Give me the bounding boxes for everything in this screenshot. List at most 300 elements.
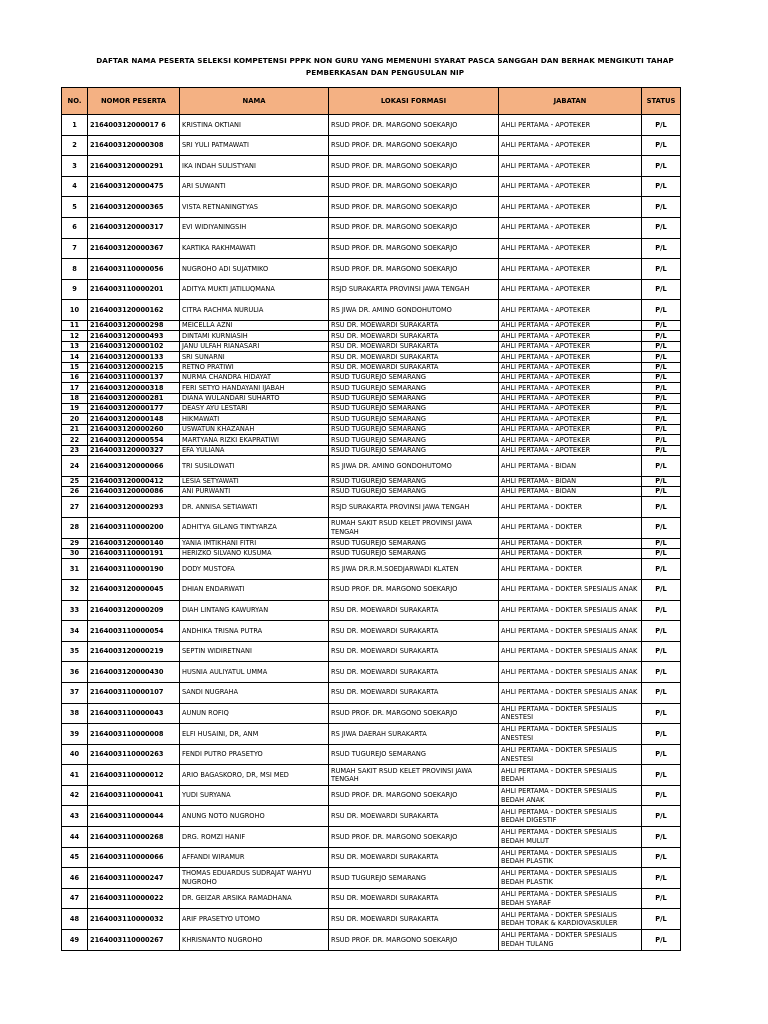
cell-jabatan: AHLI PERTAMA - DOKTER SPESIALIS ANESTESI (499, 724, 642, 745)
table-row (62, 930, 681, 951)
cell-jabatan: AHLI PERTAMA - DOKTER SPESIALIS ANAK (499, 682, 642, 703)
table-row (62, 372, 681, 382)
cell-lokasi-formasi: RSUD PROF. DR. MARGONO SOEKARJO (329, 217, 499, 238)
table-row (62, 600, 681, 621)
table-row (62, 517, 681, 538)
cell-no: 37 (62, 682, 88, 703)
table-header-row (62, 88, 681, 115)
cell-nama: AFFANDI WIRAMUR (180, 847, 329, 868)
cell-nama: DINTAMI KURNIASIH (180, 331, 329, 341)
cell-nama: LESIA SETYAWATI (180, 476, 329, 486)
cell-lokasi-formasi: RS JIWA DR. AMINO GONDOHUTOMO (329, 456, 499, 477)
cell-nama: KARTIKA RAKHMAWATI (180, 238, 329, 259)
table-row (62, 847, 681, 868)
cell-lokasi-formasi: RSU DR. MOEWARDI SURAKARTA (329, 341, 499, 351)
cell-jabatan: AHLI PERTAMA - DOKTER (499, 559, 642, 580)
cell-status: P/L (642, 352, 681, 362)
cell-status: P/L (642, 176, 681, 197)
cell-status: P/L (642, 827, 681, 848)
cell-status: P/L (642, 888, 681, 909)
table-row (62, 548, 681, 558)
table-row (62, 662, 681, 683)
cell-jabatan: AHLI PERTAMA - DOKTER SPESIALIS BEDAH (499, 765, 642, 786)
table-row (62, 641, 681, 662)
document-title (60, 55, 710, 79)
cell-lokasi-formasi: RS JIWA DAERAH SURAKARTA (329, 724, 499, 745)
cell-jabatan: AHLI PERTAMA - APOTEKER (499, 372, 642, 382)
cell-nama: HIKMAWATI (180, 414, 329, 424)
cell-nomor-peserta: 2164003110000190 (88, 559, 180, 580)
cell-status: P/L (642, 435, 681, 445)
cell-no: 32 (62, 579, 88, 600)
cell-nama: DRG. ROMZI HANIF (180, 827, 329, 848)
table-row (62, 487, 681, 497)
table-row (62, 682, 681, 703)
cell-jabatan: AHLI PERTAMA - APOTEKER (499, 197, 642, 218)
cell-jabatan: AHLI PERTAMA - APOTEKER (499, 217, 642, 238)
cell-no: 6 (62, 217, 88, 238)
cell-status: P/L (642, 362, 681, 372)
cell-lokasi-formasi: RSU DR. MOEWARDI SURAKARTA (329, 621, 499, 642)
cell-jabatan: AHLI PERTAMA - BIDAN (499, 487, 642, 497)
cell-jabatan: AHLI PERTAMA - APOTEKER (499, 404, 642, 414)
table-row (62, 300, 681, 321)
cell-lokasi-formasi: RSU DR. MOEWARDI SURAKARTA (329, 641, 499, 662)
table-row (62, 579, 681, 600)
cell-lokasi-formasi: RSU DR. MOEWARDI SURAKARTA (329, 682, 499, 703)
table-row (62, 197, 681, 218)
cell-status: P/L (642, 393, 681, 403)
cell-status: P/L (642, 724, 681, 745)
cell-no: 46 (62, 868, 88, 889)
cell-nama: ANUNG NOTO NUGROHO (180, 806, 329, 827)
cell-jabatan: AHLI PERTAMA - DOKTER (499, 548, 642, 558)
cell-nomor-peserta: 2164003120000318 (88, 383, 180, 393)
cell-nama: THOMAS EDUARDUS SUDRAJAT WAHYU NUGROHO (180, 868, 329, 889)
cell-no: 42 (62, 785, 88, 806)
cell-nama: USWATUN KHAZANAH (180, 424, 329, 434)
cell-nama: SRI YULI PATMAWATI (180, 135, 329, 156)
cell-jabatan: AHLI PERTAMA - APOTEKER (499, 300, 642, 321)
cell-nama: DR. ANNISA SETIAWATI (180, 497, 329, 518)
cell-status: P/L (642, 847, 681, 868)
cell-lokasi-formasi: RSUD TUGUREJO SEMARANG (329, 383, 499, 393)
cell-status: P/L (642, 703, 681, 724)
cell-nomor-peserta: 2164003110000267 (88, 930, 180, 951)
cell-no: 24 (62, 456, 88, 477)
cell-lokasi-formasi: RSUD TUGUREJO SEMARANG (329, 487, 499, 497)
table-row (62, 156, 681, 177)
cell-status: P/L (642, 238, 681, 259)
table-row (62, 404, 681, 414)
cell-nomor-peserta: 2164003110000022 (88, 888, 180, 909)
cell-jabatan: AHLI PERTAMA - APOTEKER (499, 383, 642, 393)
cell-status: P/L (642, 641, 681, 662)
table-row (62, 424, 681, 434)
table-row (62, 497, 681, 518)
cell-nama: ARI SUWANTI (180, 176, 329, 197)
cell-jabatan: AHLI PERTAMA - APOTEKER (499, 259, 642, 280)
cell-no: 47 (62, 888, 88, 909)
cell-status: P/L (642, 404, 681, 414)
cell-nomor-peserta: 2164003120000162 (88, 300, 180, 321)
cell-no: 43 (62, 806, 88, 827)
cell-no: 2 (62, 135, 88, 156)
cell-no: 23 (62, 445, 88, 455)
cell-jabatan: AHLI PERTAMA - APOTEKER (499, 176, 642, 197)
table-row (62, 909, 681, 930)
cell-jabatan: AHLI PERTAMA - APOTEKER (499, 320, 642, 330)
cell-nama: ELFI HUSAINI, DR, ANM (180, 724, 329, 745)
cell-no: 22 (62, 435, 88, 445)
cell-nama: DODY MUSTOFA (180, 559, 329, 580)
cell-jabatan: AHLI PERTAMA - DOKTER SPESIALIS ANESTESI (499, 703, 642, 724)
cell-lokasi-formasi: RSU DR. MOEWARDI SURAKARTA (329, 362, 499, 372)
cell-no: 21 (62, 424, 88, 434)
cell-no: 14 (62, 352, 88, 362)
cell-nama: DIAH LINTANG KAWURYAN (180, 600, 329, 621)
cell-lokasi-formasi: RSU DR. MOEWARDI SURAKARTA (329, 352, 499, 362)
cell-status: P/L (642, 579, 681, 600)
cell-nomor-peserta: 2164003120000215 (88, 362, 180, 372)
cell-jabatan: AHLI PERTAMA - DOKTER (499, 538, 642, 548)
cell-lokasi-formasi: RSUD PROF. DR. MARGONO SOEKARJO (329, 115, 499, 136)
cell-nomor-peserta: 2164003110000056 (88, 259, 180, 280)
cell-status: P/L (642, 517, 681, 538)
cell-jabatan: AHLI PERTAMA - DOKTER SPESIALIS BEDAH SYARAF (499, 888, 642, 909)
cell-nomor-peserta: 2164003120000475 (88, 176, 180, 197)
cell-nomor-peserta: 2164003120000317 (88, 217, 180, 238)
cell-no: 15 (62, 362, 88, 372)
cell-jabatan: AHLI PERTAMA - DOKTER SPESIALIS BEDAH TULANG (499, 930, 642, 951)
cell-status: P/L (642, 487, 681, 497)
cell-status: P/L (642, 279, 681, 300)
cell-lokasi-formasi: RSUD PROF. DR. MARGONO SOEKARJO (329, 930, 499, 951)
cell-status: P/L (642, 445, 681, 455)
table-row (62, 888, 681, 909)
table-row (62, 331, 681, 341)
cell-jabatan: AHLI PERTAMA - APOTEKER (499, 238, 642, 259)
cell-jabatan: AHLI PERTAMA - DOKTER SPESIALIS BEDAH PLASTIK (499, 868, 642, 889)
cell-nama: EVI WIDIYANINGSIH (180, 217, 329, 238)
cell-nomor-peserta: 2164003120000140 (88, 538, 180, 548)
cell-nama: NURMA CHANDRA HIDAYAT (180, 372, 329, 382)
cell-lokasi-formasi: RUMAH SAKIT RSUD KELET PROVINSI JAWA TENGAH (329, 517, 499, 538)
cell-status: P/L (642, 197, 681, 218)
table-row (62, 744, 681, 765)
cell-lokasi-formasi: RSUD TUGUREJO SEMARANG (329, 414, 499, 424)
cell-lokasi-formasi: RSUD TUGUREJO SEMARANG (329, 435, 499, 445)
cell-nama: KHRISNANTO NUGROHO (180, 930, 329, 951)
cell-no: 33 (62, 600, 88, 621)
cell-nomor-peserta: 2164003110000008 (88, 724, 180, 745)
cell-nomor-peserta: 2164003110000044 (88, 806, 180, 827)
cell-nama: ARIF PRASETYO UTOMO (180, 909, 329, 930)
cell-no: 49 (62, 930, 88, 951)
cell-no: 11 (62, 320, 88, 330)
cell-jabatan: AHLI PERTAMA - APOTEKER (499, 156, 642, 177)
cell-lokasi-formasi: RSU DR. MOEWARDI SURAKARTA (329, 320, 499, 330)
cell-lokasi-formasi: RSU DR. MOEWARDI SURAKARTA (329, 806, 499, 827)
cell-lokasi-formasi: RSUD TUGUREJO SEMARANG (329, 538, 499, 548)
cell-jabatan: AHLI PERTAMA - DOKTER SPESIALIS BEDAH PLASTIK (499, 847, 642, 868)
cell-lokasi-formasi: RSUD TUGUREJO SEMARANG (329, 393, 499, 403)
cell-nama: NUGROHO ADI SUJATMIKO (180, 259, 329, 280)
cell-no: 38 (62, 703, 88, 724)
cell-lokasi-formasi: RSUD TUGUREJO SEMARANG (329, 424, 499, 434)
cell-nama: HUSNIA AULIYATUL UMMA (180, 662, 329, 683)
cell-nama: CITRA RACHMA NURULIA (180, 300, 329, 321)
cell-nomor-peserta: 2164003120000291 (88, 156, 180, 177)
cell-no: 7 (62, 238, 88, 259)
cell-jabatan: AHLI PERTAMA - APOTEKER (499, 424, 642, 434)
cell-nomor-peserta: 2164003110000041 (88, 785, 180, 806)
cell-no: 8 (62, 259, 88, 280)
cell-jabatan: AHLI PERTAMA - DOKTER SPESIALIS ANESTESI (499, 744, 642, 765)
cell-status: P/L (642, 320, 681, 330)
cell-status: P/L (642, 424, 681, 434)
cell-nomor-peserta: 2164003110000032 (88, 909, 180, 930)
table-row (62, 341, 681, 351)
cell-nomor-peserta: 2164003120000209 (88, 600, 180, 621)
cell-jabatan: AHLI PERTAMA - APOTEKER (499, 279, 642, 300)
cell-status: P/L (642, 765, 681, 786)
cell-nomor-peserta: 2164003120000219 (88, 641, 180, 662)
table-body (62, 115, 681, 951)
cell-nama: SEPTIN WIDIRETNANI (180, 641, 329, 662)
cell-lokasi-formasi: RSUD PROF. DR. MARGONO SOEKARJO (329, 785, 499, 806)
cell-no: 9 (62, 279, 88, 300)
table-row (62, 279, 681, 300)
cell-status: P/L (642, 414, 681, 424)
cell-nomor-peserta: 2164003110000263 (88, 744, 180, 765)
cell-jabatan: AHLI PERTAMA - APOTEKER (499, 331, 642, 341)
cell-lokasi-formasi: RSUD PROF. DR. MARGONO SOEKARJO (329, 176, 499, 197)
cell-nomor-peserta: 2164003120000365 (88, 197, 180, 218)
cell-nomor-peserta: 2164003110000107 (88, 682, 180, 703)
cell-lokasi-formasi: RSUD TUGUREJO SEMARANG (329, 476, 499, 486)
cell-jabatan: AHLI PERTAMA - DOKTER SPESIALIS ANAK (499, 662, 642, 683)
cell-lokasi-formasi: RSU DR. MOEWARDI SURAKARTA (329, 847, 499, 868)
header-status: STATUS (642, 88, 681, 115)
cell-lokasi-formasi: RS JIWA DR.R.M.SOEDJARWADI KLATEN (329, 559, 499, 580)
cell-no: 45 (62, 847, 88, 868)
cell-jabatan: AHLI PERTAMA - DOKTER SPESIALIS ANAK (499, 641, 642, 662)
cell-lokasi-formasi: RS JIWA DR. AMINO GONDOHUTOMO (329, 300, 499, 321)
cell-nama: RETNO PRATIWI (180, 362, 329, 372)
cell-nomor-peserta: 2164003120000367 (88, 238, 180, 259)
cell-status: P/L (642, 909, 681, 930)
cell-lokasi-formasi: RSUD PROF. DR. MARGONO SOEKARJO (329, 135, 499, 156)
cell-nomor-peserta: 2164003120000133 (88, 352, 180, 362)
table-row (62, 217, 681, 238)
cell-lokasi-formasi: RSUD TUGUREJO SEMARANG (329, 744, 499, 765)
cell-no: 28 (62, 517, 88, 538)
title-line-2: PEMBERKASAN DAN PENGUSULAN NIP (305, 68, 465, 77)
cell-no: 30 (62, 548, 88, 558)
cell-no: 36 (62, 662, 88, 683)
cell-jabatan: AHLI PERTAMA - APOTEKER (499, 414, 642, 424)
cell-no: 41 (62, 765, 88, 786)
cell-nomor-peserta: 2164003110000191 (88, 548, 180, 558)
table-row (62, 621, 681, 642)
cell-lokasi-formasi: RSUD PROF. DR. MARGONO SOEKARJO (329, 238, 499, 259)
participants-table (61, 87, 681, 951)
cell-lokasi-formasi: RSU DR. MOEWARDI SURAKARTA (329, 331, 499, 341)
cell-status: P/L (642, 930, 681, 951)
cell-status: P/L (642, 497, 681, 518)
cell-no: 10 (62, 300, 88, 321)
cell-no: 13 (62, 341, 88, 351)
cell-nama: AUNUN ROFIQ (180, 703, 329, 724)
table-row (62, 456, 681, 477)
cell-jabatan: AHLI PERTAMA - APOTEKER (499, 362, 642, 372)
cell-no: 19 (62, 404, 88, 414)
table-row (62, 703, 681, 724)
cell-no: 40 (62, 744, 88, 765)
cell-nama: MEICELLA AZNI (180, 320, 329, 330)
cell-nama: HERIZKO SILVANO KUSUMA (180, 548, 329, 558)
cell-no: 16 (62, 372, 88, 382)
cell-no: 44 (62, 827, 88, 848)
cell-nomor-peserta: 2164003120000554 (88, 435, 180, 445)
cell-nama: KRISTINA OKTIANI (180, 115, 329, 136)
cell-lokasi-formasi: RSUD PROF. DR. MARGONO SOEKARJO (329, 156, 499, 177)
cell-jabatan: AHLI PERTAMA - DOKTER SPESIALIS ANAK (499, 600, 642, 621)
cell-lokasi-formasi: RSJD SURAKARTA PROVINSI JAWA TENGAH (329, 279, 499, 300)
table-row (62, 176, 681, 197)
cell-nomor-peserta: 2164003110000012 (88, 765, 180, 786)
cell-nama: IKA INDAH SULISTYANI (180, 156, 329, 177)
cell-jabatan: AHLI PERTAMA - APOTEKER (499, 115, 642, 136)
cell-nama: YANIA IMTIKHANI FITRI (180, 538, 329, 548)
cell-jabatan: AHLI PERTAMA - APOTEKER (499, 135, 642, 156)
table-row (62, 320, 681, 330)
cell-no: 29 (62, 538, 88, 548)
cell-no: 4 (62, 176, 88, 197)
cell-jabatan: AHLI PERTAMA - DOKTER SPESIALIS BEDAH MULUT (499, 827, 642, 848)
cell-no: 25 (62, 476, 88, 486)
cell-status: P/L (642, 156, 681, 177)
cell-nomor-peserta: 2164003120000293 (88, 497, 180, 518)
cell-jabatan: AHLI PERTAMA - DOKTER (499, 497, 642, 518)
table-row (62, 559, 681, 580)
cell-status: P/L (642, 600, 681, 621)
table-row (62, 806, 681, 827)
cell-jabatan: AHLI PERTAMA - DOKTER SPESIALIS BEDAH DIGESTIF (499, 806, 642, 827)
cell-nomor-peserta: 2164003110000043 (88, 703, 180, 724)
cell-nama: EFA YULIANA (180, 445, 329, 455)
cell-nama: SRI SUNARNI (180, 352, 329, 362)
cell-lokasi-formasi: RSUD TUGUREJO SEMARANG (329, 404, 499, 414)
cell-nomor-peserta: 2164003120000281 (88, 393, 180, 403)
header-no: NO. (62, 88, 88, 115)
cell-status: P/L (642, 868, 681, 889)
cell-jabatan: AHLI PERTAMA - DOKTER SPESIALIS BEDAH ANAK (499, 785, 642, 806)
cell-nama: VISTA RETNANINGTYAS (180, 197, 329, 218)
table-row (62, 785, 681, 806)
cell-nama: ARIO BAGASKORO, DR, MSI MED (180, 765, 329, 786)
table-row (62, 868, 681, 889)
cell-status: P/L (642, 548, 681, 558)
header-lokasi-formasi: LOKASI FORMASI (329, 88, 499, 115)
cell-lokasi-formasi: RSU DR. MOEWARDI SURAKARTA (329, 909, 499, 930)
cell-jabatan: AHLI PERTAMA - DOKTER SPESIALIS BEDAH TORAK & KARDIOVASKULER (499, 909, 642, 930)
title-line-1: DAFTAR NAMA PESERTA SELEKSI KOMPETENSI PPPK NON GURU YANG MEMENUHI SYARAT PASCA SANGGAH DAN BERHAK MENGIKUTI TAHAP (96, 56, 674, 65)
cell-nomor-peserta: 2164003120000177 (88, 404, 180, 414)
cell-no: 1 (62, 115, 88, 136)
cell-nama: ADHITYA GILANG TINTYARZA (180, 517, 329, 538)
table-row (62, 115, 681, 136)
cell-lokasi-formasi: RSUD PROF. DR. MARGONO SOEKARJO (329, 197, 499, 218)
cell-status: P/L (642, 135, 681, 156)
cell-status: P/L (642, 456, 681, 477)
header-nama: NAMA (180, 88, 329, 115)
table-row (62, 238, 681, 259)
cell-nomor-peserta: 2164003120000045 (88, 579, 180, 600)
cell-jabatan: AHLI PERTAMA - BIDAN (499, 456, 642, 477)
cell-no: 31 (62, 559, 88, 580)
cell-lokasi-formasi: RSU DR. MOEWARDI SURAKARTA (329, 600, 499, 621)
cell-nama: DEASY AYU LESTARI (180, 404, 329, 414)
cell-lokasi-formasi: RSUD TUGUREJO SEMARANG (329, 548, 499, 558)
cell-lokasi-formasi: RSUD TUGUREJO SEMARANG (329, 372, 499, 382)
table-row (62, 476, 681, 486)
cell-nomor-peserta: 216400312000017 6 (88, 115, 180, 136)
cell-nomor-peserta: 2164003110000137 (88, 372, 180, 382)
cell-status: P/L (642, 662, 681, 683)
cell-nomor-peserta: 2164003120000086 (88, 487, 180, 497)
cell-jabatan: AHLI PERTAMA - APOTEKER (499, 352, 642, 362)
cell-no: 48 (62, 909, 88, 930)
cell-nama: ANDHIKA TRISNA PUTRA (180, 621, 329, 642)
cell-nomor-peserta: 2164003120000412 (88, 476, 180, 486)
cell-lokasi-formasi: RSUD TUGUREJO SEMARANG (329, 868, 499, 889)
cell-no: 20 (62, 414, 88, 424)
cell-nomor-peserta: 2164003120000298 (88, 320, 180, 330)
cell-no: 3 (62, 156, 88, 177)
cell-status: P/L (642, 559, 681, 580)
cell-nomor-peserta: 2164003110000247 (88, 868, 180, 889)
cell-nomor-peserta: 2164003110000200 (88, 517, 180, 538)
cell-no: 35 (62, 641, 88, 662)
cell-jabatan: AHLI PERTAMA - DOKTER (499, 517, 642, 538)
table-row (62, 435, 681, 445)
cell-status: P/L (642, 744, 681, 765)
cell-status: P/L (642, 259, 681, 280)
table-row (62, 352, 681, 362)
cell-nama: FENDI PUTRO PRASETYO (180, 744, 329, 765)
table-row (62, 445, 681, 455)
cell-lokasi-formasi: RUMAH SAKIT RSUD KELET PROVINSI JAWA TENGAH (329, 765, 499, 786)
cell-nomor-peserta: 2164003120000327 (88, 445, 180, 455)
cell-nama: MARTYANA RIZKI EKAPRATIWI (180, 435, 329, 445)
cell-nama: ANI PURWANTI (180, 487, 329, 497)
cell-lokasi-formasi: RSUD PROF. DR. MARGONO SOEKARJO (329, 579, 499, 600)
cell-lokasi-formasi: RSJD SURAKARTA PROVINSI JAWA TENGAH (329, 497, 499, 518)
cell-lokasi-formasi: RSUD PROF. DR. MARGONO SOEKARJO (329, 827, 499, 848)
cell-no: 26 (62, 487, 88, 497)
cell-nama: SANDI NUGRAHA (180, 682, 329, 703)
cell-lokasi-formasi: RSUD PROF. DR. MARGONO SOEKARJO (329, 259, 499, 280)
cell-status: P/L (642, 476, 681, 486)
cell-nomor-peserta: 2164003120000066 (88, 456, 180, 477)
cell-jabatan: AHLI PERTAMA - APOTEKER (499, 435, 642, 445)
cell-nomor-peserta: 2164003120000148 (88, 414, 180, 424)
cell-nama: TRI SUSILOWATI (180, 456, 329, 477)
cell-nomor-peserta: 2164003110000066 (88, 847, 180, 868)
table-row (62, 765, 681, 786)
